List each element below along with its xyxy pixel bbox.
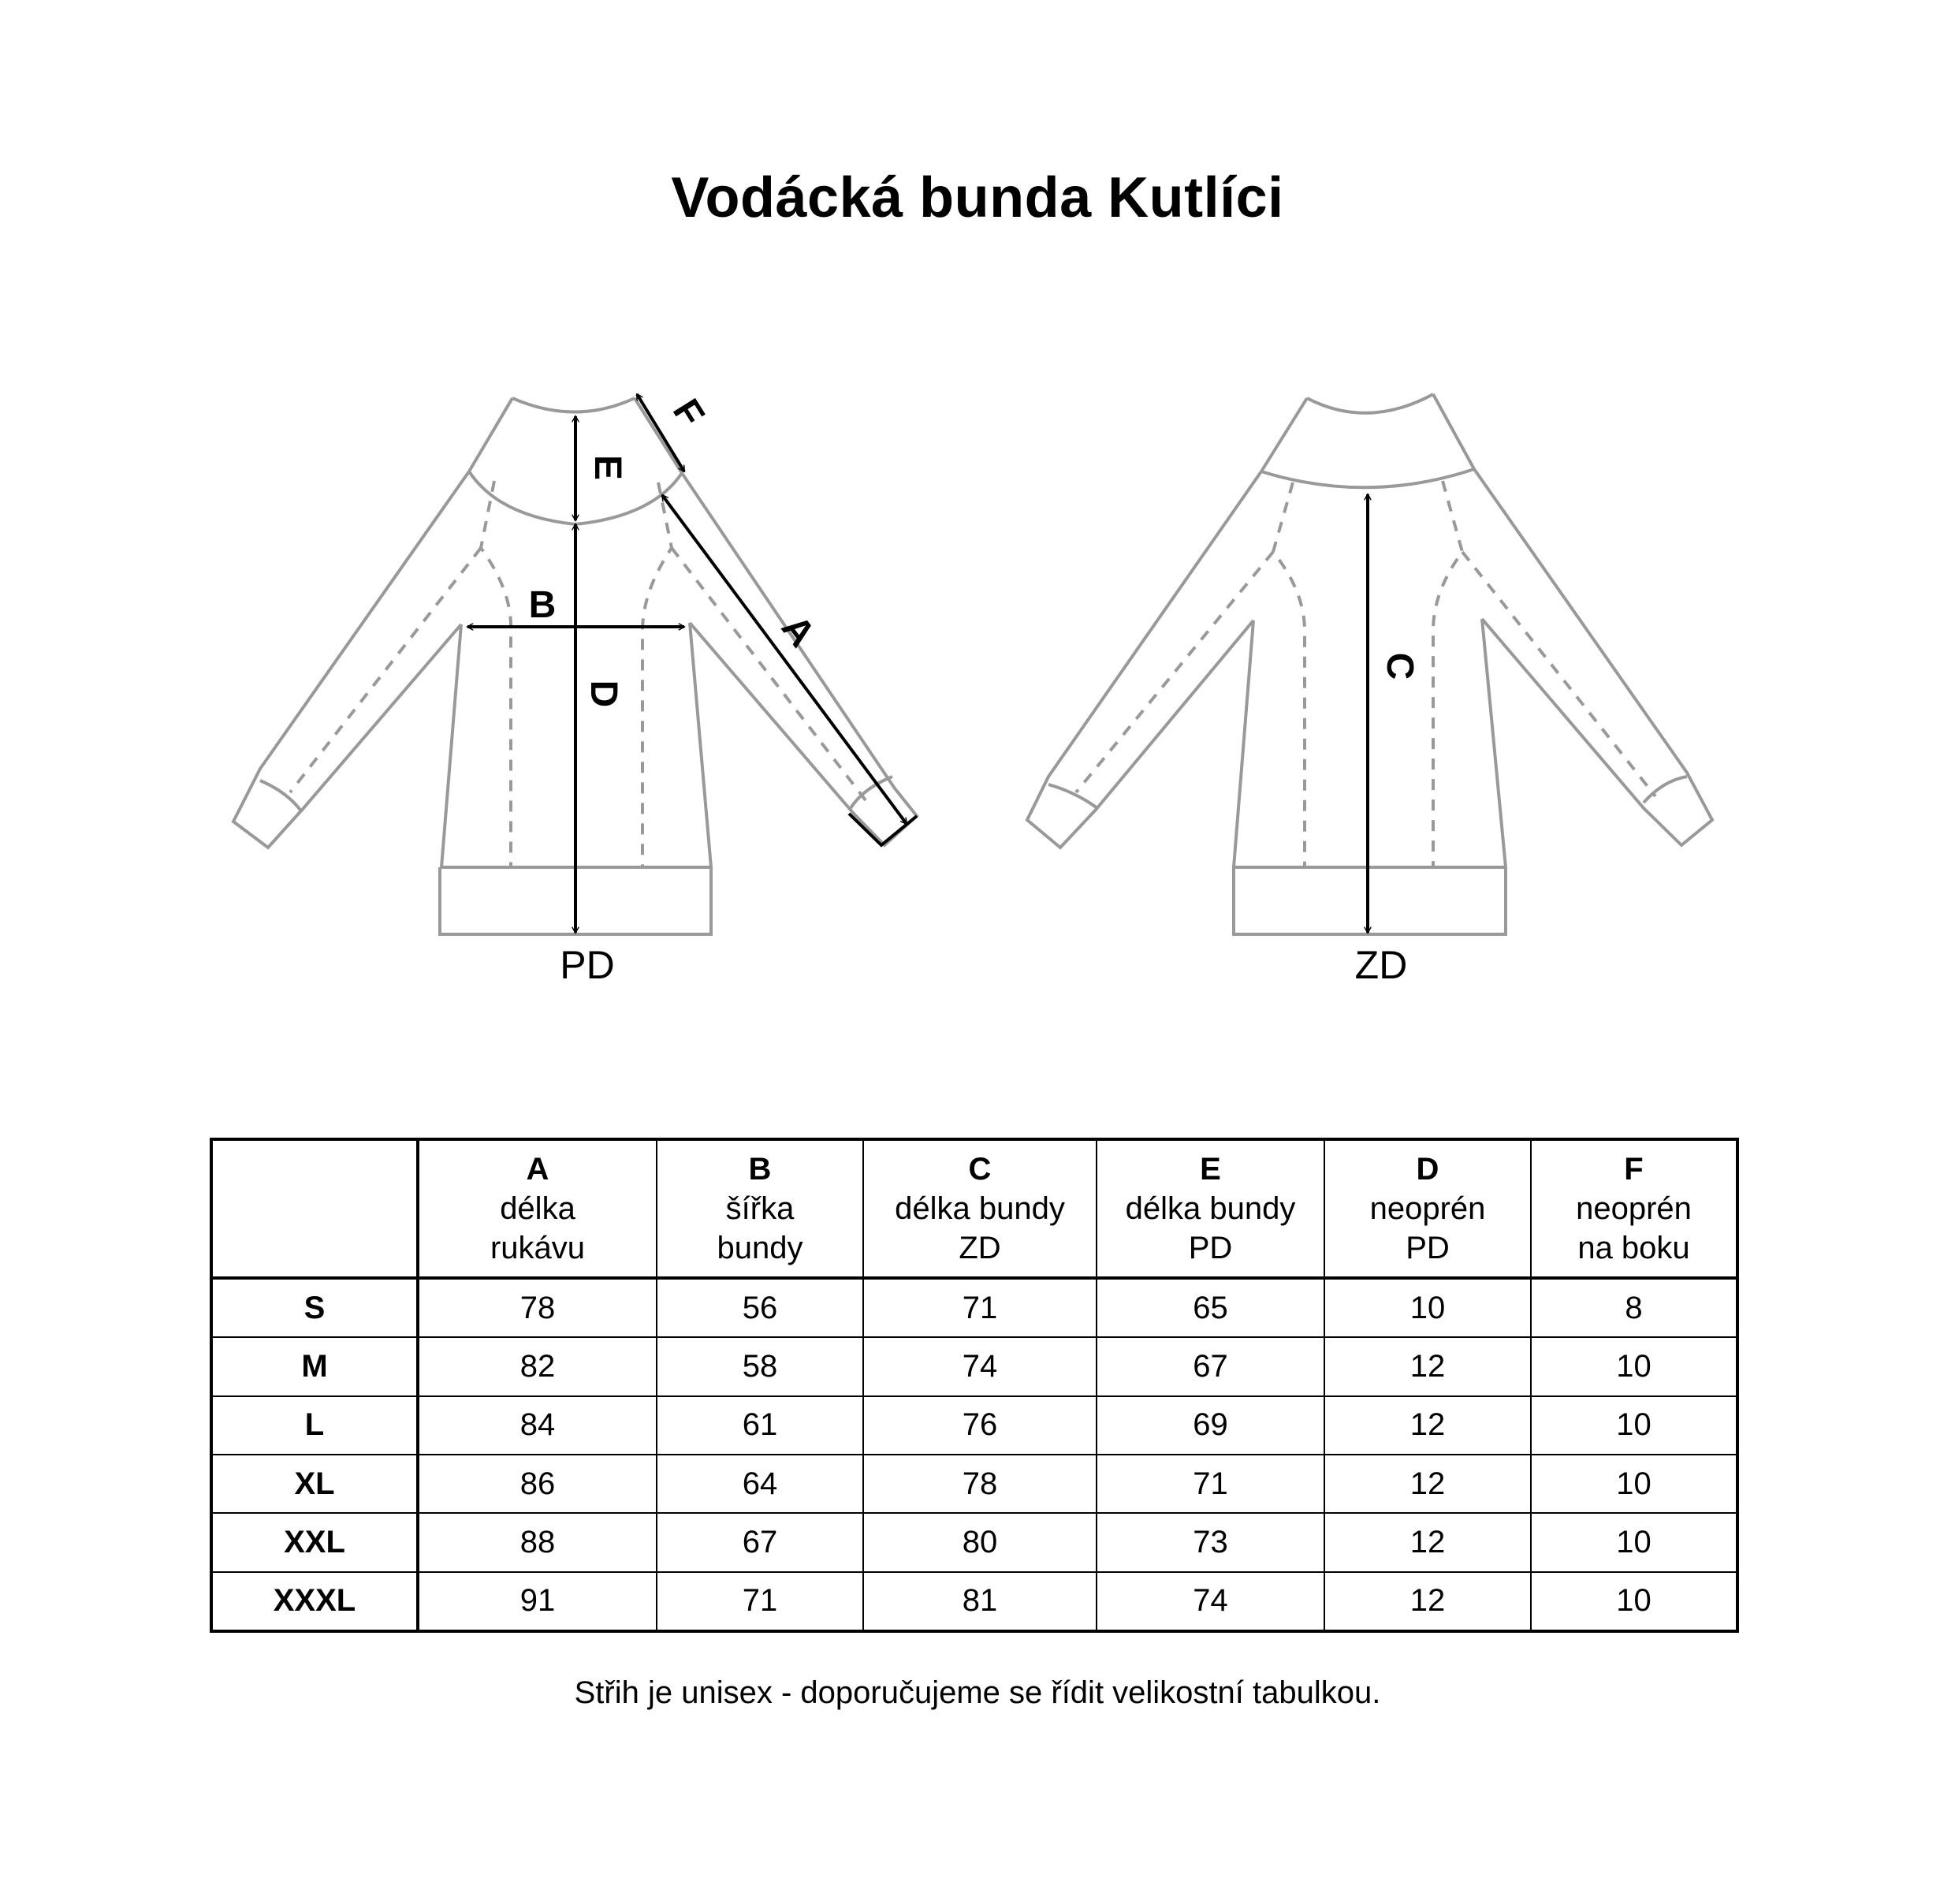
value-cell: 12	[1324, 1513, 1531, 1571]
front-view-label: PD	[560, 943, 615, 987]
value-cell: 74	[1097, 1572, 1324, 1631]
size-cell: M	[211, 1337, 418, 1395]
value-cell: 56	[657, 1278, 863, 1337]
footnote: Střih je unisex - doporučujeme se řídit velikostní tabulkou.	[574, 1675, 1381, 1710]
size-cell: XXL	[211, 1513, 418, 1571]
header-corner-cell	[211, 1139, 418, 1278]
table-row	[211, 1278, 1737, 1337]
value-cell: 10	[1324, 1278, 1531, 1337]
size-cell: XL	[211, 1455, 418, 1513]
value-cell: 69	[1097, 1396, 1324, 1455]
table-row	[211, 1572, 1737, 1631]
value-cell: 91	[418, 1572, 657, 1631]
value-cell: 81	[863, 1572, 1097, 1631]
jacket-back-outline	[1027, 394, 1712, 934]
header-cell: B šířka bundy	[657, 1139, 863, 1278]
header-cell: C délka bundy ZD	[863, 1139, 1097, 1278]
table-row	[211, 1455, 1737, 1513]
value-cell: 86	[418, 1455, 657, 1513]
measure-d-label: D	[583, 680, 624, 708]
value-cell: 71	[863, 1278, 1097, 1337]
value-cell: 65	[1097, 1278, 1324, 1337]
value-cell: 78	[863, 1455, 1097, 1513]
value-cell: 10	[1531, 1396, 1737, 1455]
page-title: Vodácká bunda Kutlíci	[671, 166, 1284, 229]
value-cell: 78	[418, 1278, 657, 1337]
value-cell: 10	[1531, 1572, 1737, 1631]
value-cell: 82	[418, 1337, 657, 1395]
value-cell: 8	[1531, 1278, 1737, 1337]
back-view-label: ZD	[1354, 943, 1408, 987]
value-cell: 12	[1324, 1572, 1531, 1631]
value-cell: 71	[657, 1572, 863, 1631]
value-cell: 74	[863, 1337, 1097, 1395]
value-cell: 10	[1531, 1455, 1737, 1513]
header-cell: E délka bundy PD	[1097, 1139, 1324, 1278]
measure-e-label: E	[586, 454, 628, 481]
measure-a-arrow	[662, 495, 907, 824]
measure-c-label: C	[1379, 652, 1421, 680]
table-row	[211, 1513, 1737, 1571]
header-cell: A délka rukávu	[418, 1139, 657, 1278]
value-cell: 67	[1097, 1337, 1324, 1395]
size-cell: XXXL	[211, 1572, 418, 1631]
value-cell: 84	[418, 1396, 657, 1455]
size-table	[210, 1138, 1739, 1633]
size-cell: L	[211, 1396, 418, 1455]
value-cell: 80	[863, 1513, 1097, 1571]
size-cell: S	[211, 1278, 418, 1337]
value-cell: 12	[1324, 1396, 1531, 1455]
value-cell: 58	[657, 1337, 863, 1395]
value-cell: 61	[657, 1396, 863, 1455]
measure-a-label: A	[773, 607, 823, 655]
jacket-back-seams	[1076, 481, 1655, 867]
jacket-front-seams	[290, 481, 866, 867]
header-cell: F neoprén na boku	[1531, 1139, 1737, 1278]
value-cell: 64	[657, 1455, 863, 1513]
table-row	[211, 1337, 1737, 1395]
value-cell: 67	[657, 1513, 863, 1571]
value-cell: 76	[863, 1396, 1097, 1455]
value-cell: 10	[1531, 1337, 1737, 1395]
value-cell: 88	[418, 1513, 657, 1571]
size-table-header	[211, 1139, 1737, 1278]
value-cell: 12	[1324, 1337, 1531, 1395]
table-row	[211, 1396, 1737, 1455]
value-cell: 71	[1097, 1455, 1324, 1513]
header-cell: D neoprén PD	[1324, 1139, 1531, 1278]
value-cell: 10	[1531, 1513, 1737, 1571]
measure-f-label: F	[664, 392, 713, 434]
value-cell: 12	[1324, 1455, 1531, 1513]
value-cell: 73	[1097, 1513, 1324, 1571]
measure-b-label: B	[528, 584, 557, 626]
